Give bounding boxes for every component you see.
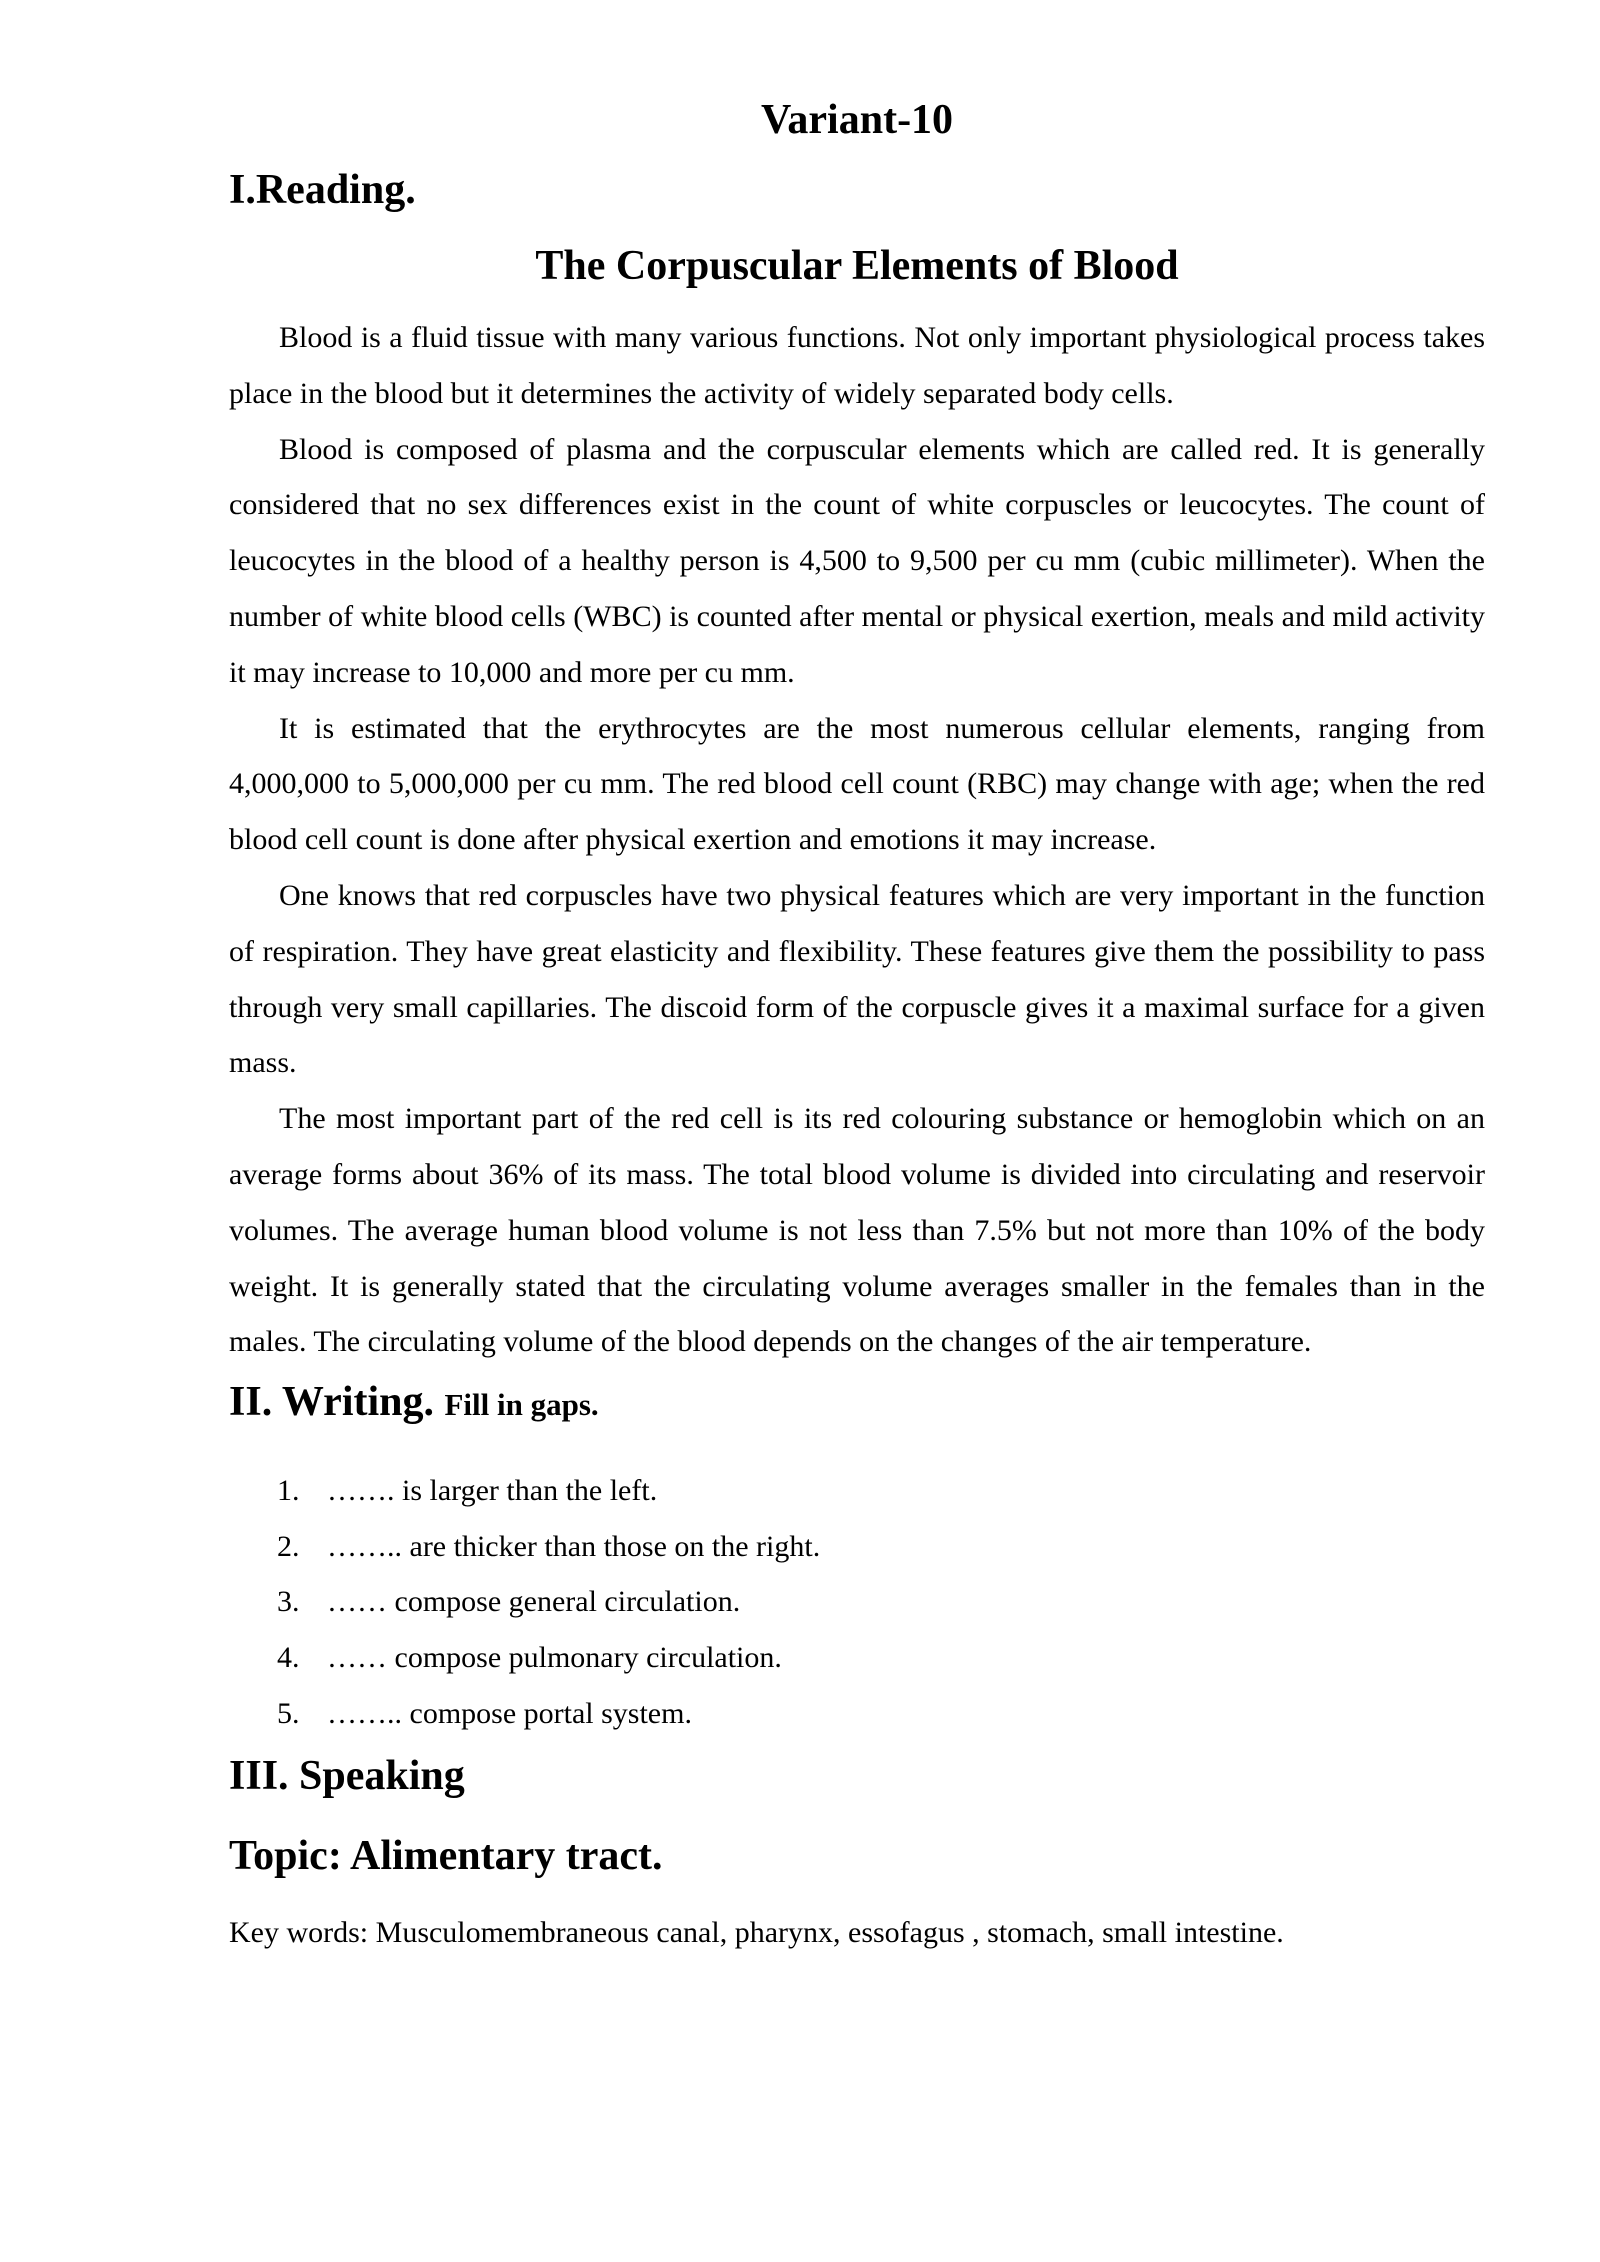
writing-heading-label: II. Writing. — [229, 1379, 434, 1426]
gap-fill-number: 2. — [277, 1529, 300, 1563]
gap-fill-list — [229, 1463, 1485, 1741]
gap-fill-item-1 — [229, 1463, 1485, 1519]
gap-fill-text: …… compose pulmonary circulation. — [327, 1640, 782, 1674]
speaking-topic: Topic: Alimentary tract. — [229, 1833, 663, 1880]
reading-paragraph-5: The most important part of the red cell is its red colouring substance or hemoglobin which on an average forms about 36% of its mass. The total blood volume is divided into circulating and reservoir volumes. The average human blood volume is not less than 7.5% but not more than 10% of the body weight. It is generally stated that the circulating volume averages smaller in the females than in the males. The circulating volume of the blood depends on the changes of the air temperature. — [229, 1102, 1485, 1359]
speaking-heading: III. Speaking — [229, 1753, 465, 1800]
gap-fill-text: …… compose general circulation. — [327, 1585, 741, 1619]
reading-paragraph-2: Blood is composed of plasma and the corpuscular elements which are called red. It is generally considered that no sex differences exist in the count of white corpuscles or leucocytes. The count of leucocytes in the blood of a healthy person is 4,500 to 9,500 per cu mm (cubic millimeter). When the number of white blood cells (WBC) is counted after mental or physical exertion, meals and mild activity it may increase to 10,000 and more per cu mm. — [229, 432, 1485, 689]
reading-heading: I.Reading. — [229, 167, 416, 213]
gap-fill-number: 3. — [277, 1585, 300, 1619]
document-content — [229, 88, 1485, 1957]
writing-instruction: Fill in gaps. — [444, 1387, 599, 1423]
gap-fill-item-2 — [229, 1519, 1485, 1575]
variant-title: Variant-10 — [760, 97, 954, 143]
gap-fill-number: 1. — [277, 1474, 300, 1508]
gap-fill-number: 5. — [277, 1696, 300, 1730]
reading-paragraph-3: It is estimated that the erythrocytes are the most numerous cellular elements, ranging from 4,000,000 to 5,000,000 per cu mm. The red blood cell count (RBC) may change with age; when the red blood cell count is done after physical exertion and emotions it may increase. — [229, 711, 1485, 857]
speaking-keywords: Key words: Musculomembraneous canal, pharynx, essofagus , stomach, small intestine. — [229, 1916, 1284, 1950]
gap-fill-number: 4. — [277, 1640, 300, 1674]
reading-paragraph-4: One knows that red corpuscles have two physical features which are very important in the function of respiration. They have great elasticity and flexibility. These features give them the possibility to pass through very small capillaries. The discoid form of the corpuscle gives it a maximal surface for a given mass. — [229, 878, 1485, 1080]
gap-fill-item-4 — [229, 1630, 1485, 1686]
writing-heading — [229, 1374, 1485, 1433]
gap-fill-text: …….. are thicker than those on the right. — [327, 1529, 821, 1563]
reading-text-title: The Corpuscular Elements of Blood — [535, 243, 1179, 289]
gap-fill-item-5 — [229, 1686, 1485, 1742]
gap-fill-item-3 — [229, 1574, 1485, 1630]
reading-paragraph-1: Blood is a fluid tissue with many various functions. Not only important physiological process takes place in the blood but it determines the activity of widely separated body cells. — [229, 321, 1485, 410]
gap-fill-text: …….. compose portal system. — [327, 1696, 692, 1730]
gap-fill-text: ……. is larger than the left. — [327, 1474, 658, 1508]
